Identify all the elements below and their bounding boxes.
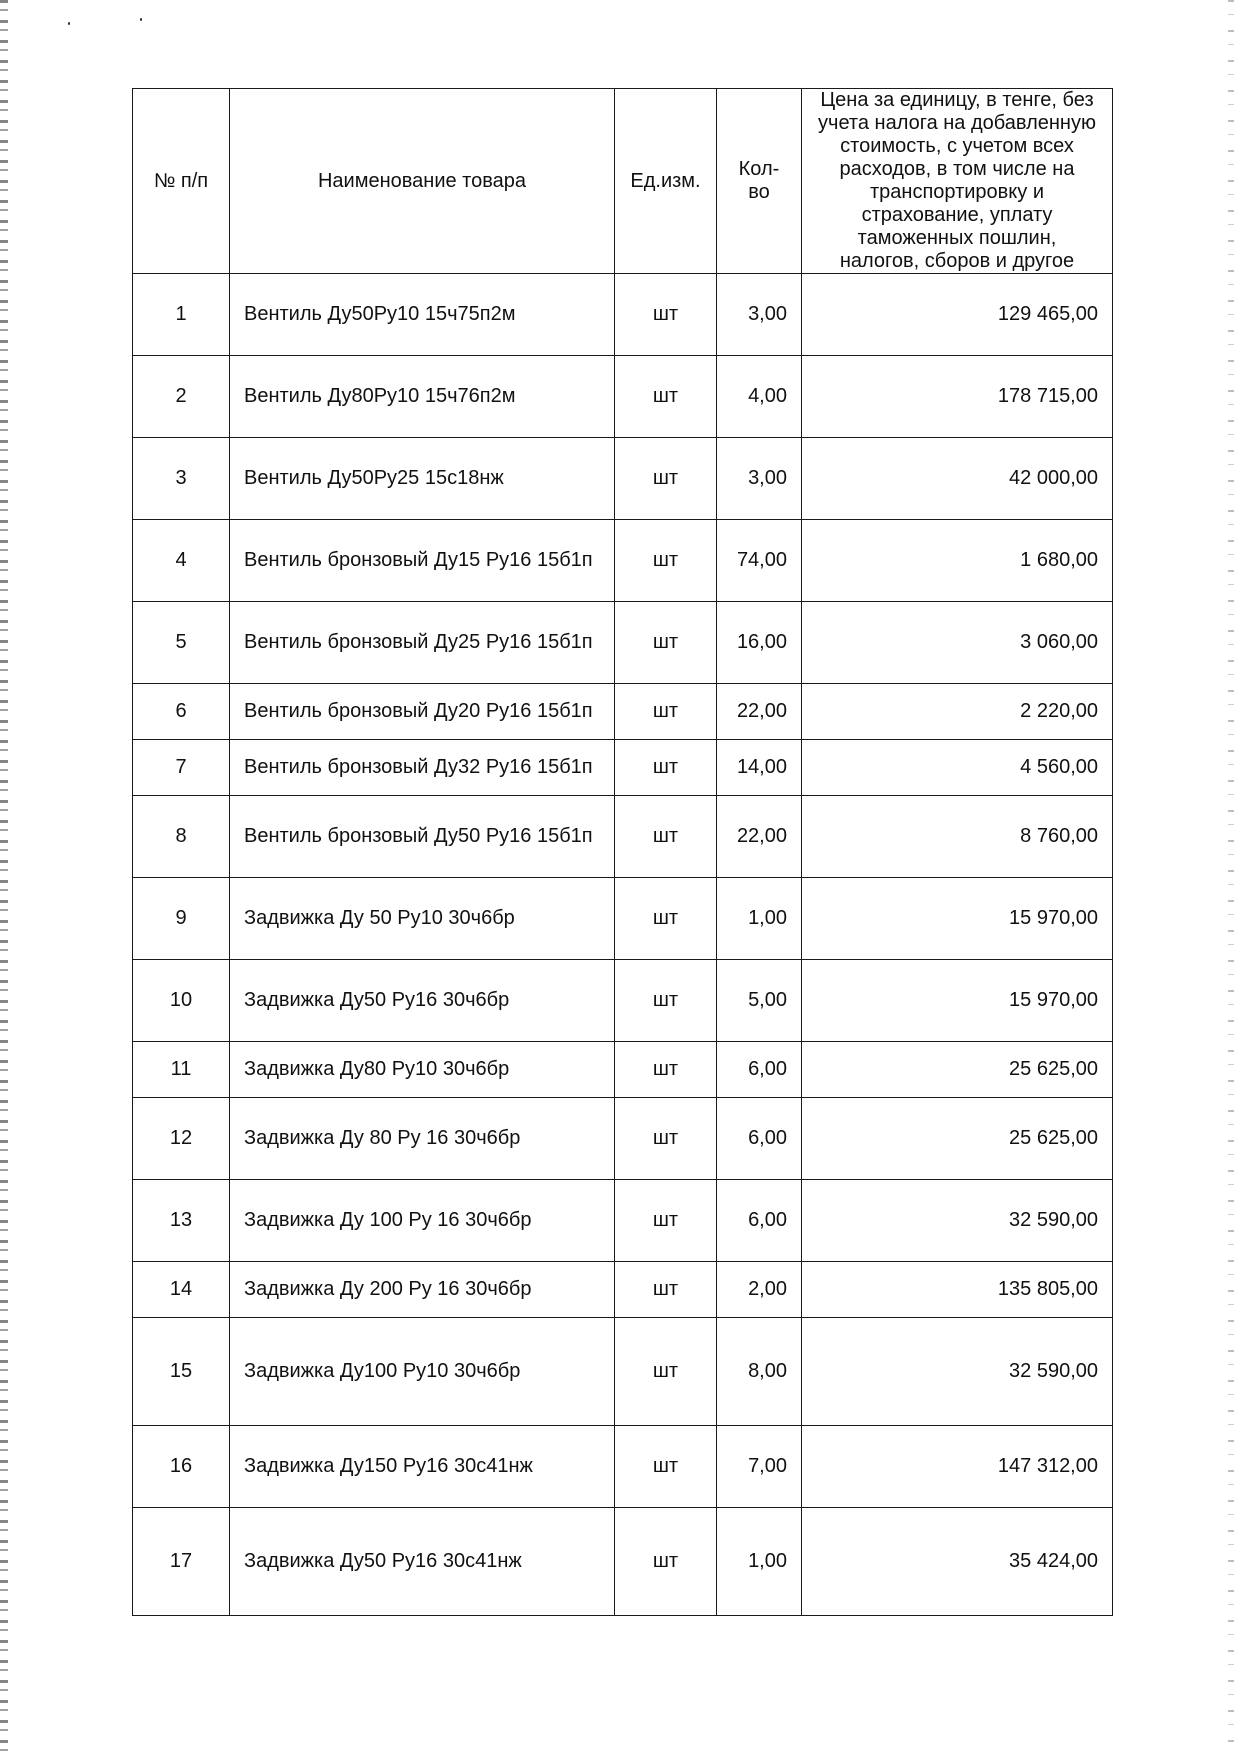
cell-qty: 7,00 <box>717 1426 802 1508</box>
cell-price: 178 715,00 <box>802 356 1113 438</box>
cell-num: 3 <box>133 438 230 520</box>
table-row <box>133 1508 1113 1616</box>
cell-name: Задвижка Ду100 Ру10 30ч6бр <box>230 1318 615 1426</box>
cell-num: 6 <box>133 684 230 740</box>
cell-qty: 1,00 <box>717 878 802 960</box>
table-row <box>133 1318 1113 1426</box>
cell-unit: шт <box>615 274 717 356</box>
cell-name: Задвижка Ду80 Ру10 30ч6бр <box>230 1042 615 1098</box>
table-row <box>133 438 1113 520</box>
cell-name: Задвижка Ду 200 Ру 16 30ч6бр <box>230 1262 615 1318</box>
table-row <box>133 1042 1113 1098</box>
cell-price: 32 590,00 <box>802 1180 1113 1262</box>
cell-qty: 22,00 <box>717 796 802 878</box>
cell-qty: 14,00 <box>717 740 802 796</box>
cell-qty: 4,00 <box>717 356 802 438</box>
scan-edge-right <box>1228 0 1234 1754</box>
header-price: Цена за единицу, в тенге, без учета налога на добавленную стоимость, с учетом всех расходов, в том числе на транспортировку и страхование, уплату таможенных пошлин, налогов, сборов и другое <box>802 89 1113 274</box>
cell-qty: 8,00 <box>717 1318 802 1426</box>
cell-name: Задвижка Ду 50 Ру10 30ч6бр <box>230 878 615 960</box>
scan-speck <box>140 18 142 21</box>
cell-num: 16 <box>133 1426 230 1508</box>
cell-qty: 5,00 <box>717 960 802 1042</box>
cell-price: 8 760,00 <box>802 796 1113 878</box>
cell-qty: 16,00 <box>717 602 802 684</box>
cell-unit: шт <box>615 356 717 438</box>
cell-name: Вентиль бронзовый Ду20 Ру16 15б1п <box>230 684 615 740</box>
table-row <box>133 796 1113 878</box>
cell-unit: шт <box>615 438 717 520</box>
cell-name: Вентиль бронзовый Ду25 Ру16 15б1п <box>230 602 615 684</box>
cell-unit: шт <box>615 796 717 878</box>
cell-num: 14 <box>133 1262 230 1318</box>
cell-name: Вентиль Ду50Ру10 15ч75п2м <box>230 274 615 356</box>
cell-unit: шт <box>615 960 717 1042</box>
table-body <box>133 274 1113 1616</box>
table-row <box>133 1426 1113 1508</box>
cell-num: 7 <box>133 740 230 796</box>
table-row <box>133 684 1113 740</box>
header-qty: Кол-во <box>717 89 802 274</box>
cell-name: Задвижка Ду 100 Ру 16 30ч6бр <box>230 1180 615 1262</box>
cell-num: 17 <box>133 1508 230 1616</box>
cell-name: Задвижка Ду 80 Ру 16 30ч6бр <box>230 1098 615 1180</box>
header-num: № п/п <box>133 89 230 274</box>
cell-price: 2 220,00 <box>802 684 1113 740</box>
cell-qty: 22,00 <box>717 684 802 740</box>
cell-price: 25 625,00 <box>802 1042 1113 1098</box>
cell-price: 35 424,00 <box>802 1508 1113 1616</box>
table-row <box>133 520 1113 602</box>
cell-qty: 3,00 <box>717 274 802 356</box>
cell-qty: 2,00 <box>717 1262 802 1318</box>
cell-price: 15 970,00 <box>802 960 1113 1042</box>
cell-unit: шт <box>615 1180 717 1262</box>
cell-unit: шт <box>615 1262 717 1318</box>
cell-qty: 6,00 <box>717 1098 802 1180</box>
cell-unit: шт <box>615 878 717 960</box>
cell-price: 3 060,00 <box>802 602 1113 684</box>
cell-price: 32 590,00 <box>802 1318 1113 1426</box>
cell-num: 11 <box>133 1042 230 1098</box>
cell-unit: шт <box>615 602 717 684</box>
cell-price: 147 312,00 <box>802 1426 1113 1508</box>
cell-price: 25 625,00 <box>802 1098 1113 1180</box>
cell-num: 9 <box>133 878 230 960</box>
cell-num: 1 <box>133 274 230 356</box>
header-unit: Ед.изм. <box>615 89 717 274</box>
table-row <box>133 960 1113 1042</box>
cell-num: 15 <box>133 1318 230 1426</box>
cell-num: 13 <box>133 1180 230 1262</box>
cell-unit: шт <box>615 1318 717 1426</box>
cell-name: Вентиль Ду50Ру25 15с18нж <box>230 438 615 520</box>
cell-qty: 6,00 <box>717 1042 802 1098</box>
cell-price: 4 560,00 <box>802 740 1113 796</box>
table-header <box>133 89 1113 274</box>
cell-name: Вентиль бронзовый Ду50 Ру16 15б1п <box>230 796 615 878</box>
cell-unit: шт <box>615 1426 717 1508</box>
cell-name: Задвижка Ду50 Ру16 30ч6бр <box>230 960 615 1042</box>
scan-edge-left <box>0 0 8 1754</box>
goods-price-table <box>132 88 1113 1616</box>
cell-num: 12 <box>133 1098 230 1180</box>
cell-qty: 74,00 <box>717 520 802 602</box>
cell-qty: 6,00 <box>717 1180 802 1262</box>
table-row <box>133 878 1113 960</box>
cell-unit: шт <box>615 1042 717 1098</box>
cell-unit: шт <box>615 1098 717 1180</box>
cell-num: 5 <box>133 602 230 684</box>
cell-unit: шт <box>615 684 717 740</box>
cell-price: 135 805,00 <box>802 1262 1113 1318</box>
table-row <box>133 274 1113 356</box>
table-row <box>133 1262 1113 1318</box>
cell-num: 8 <box>133 796 230 878</box>
header-name: Наименование товара <box>230 89 615 274</box>
cell-name: Вентиль бронзовый Ду32 Ру16 15б1п <box>230 740 615 796</box>
cell-unit: шт <box>615 740 717 796</box>
header-row <box>133 89 1113 274</box>
cell-name: Вентиль Ду80Ру10 15ч76п2м <box>230 356 615 438</box>
cell-name: Задвижка Ду150 Ру16 30с41нж <box>230 1426 615 1508</box>
cell-num: 10 <box>133 960 230 1042</box>
table-row <box>133 740 1113 796</box>
table-row <box>133 1180 1113 1262</box>
cell-unit: шт <box>615 1508 717 1616</box>
cell-price: 42 000,00 <box>802 438 1113 520</box>
cell-num: 4 <box>133 520 230 602</box>
cell-qty: 3,00 <box>717 438 802 520</box>
cell-num: 2 <box>133 356 230 438</box>
cell-price: 129 465,00 <box>802 274 1113 356</box>
cell-name: Задвижка Ду50 Ру16 30с41нж <box>230 1508 615 1616</box>
cell-name: Вентиль бронзовый Ду15 Ру16 15б1п <box>230 520 615 602</box>
table-row <box>133 1098 1113 1180</box>
table-row <box>133 356 1113 438</box>
cell-price: 15 970,00 <box>802 878 1113 960</box>
cell-unit: шт <box>615 520 717 602</box>
scan-speck <box>68 22 70 25</box>
cell-price: 1 680,00 <box>802 520 1113 602</box>
cell-qty: 1,00 <box>717 1508 802 1616</box>
table-row <box>133 602 1113 684</box>
